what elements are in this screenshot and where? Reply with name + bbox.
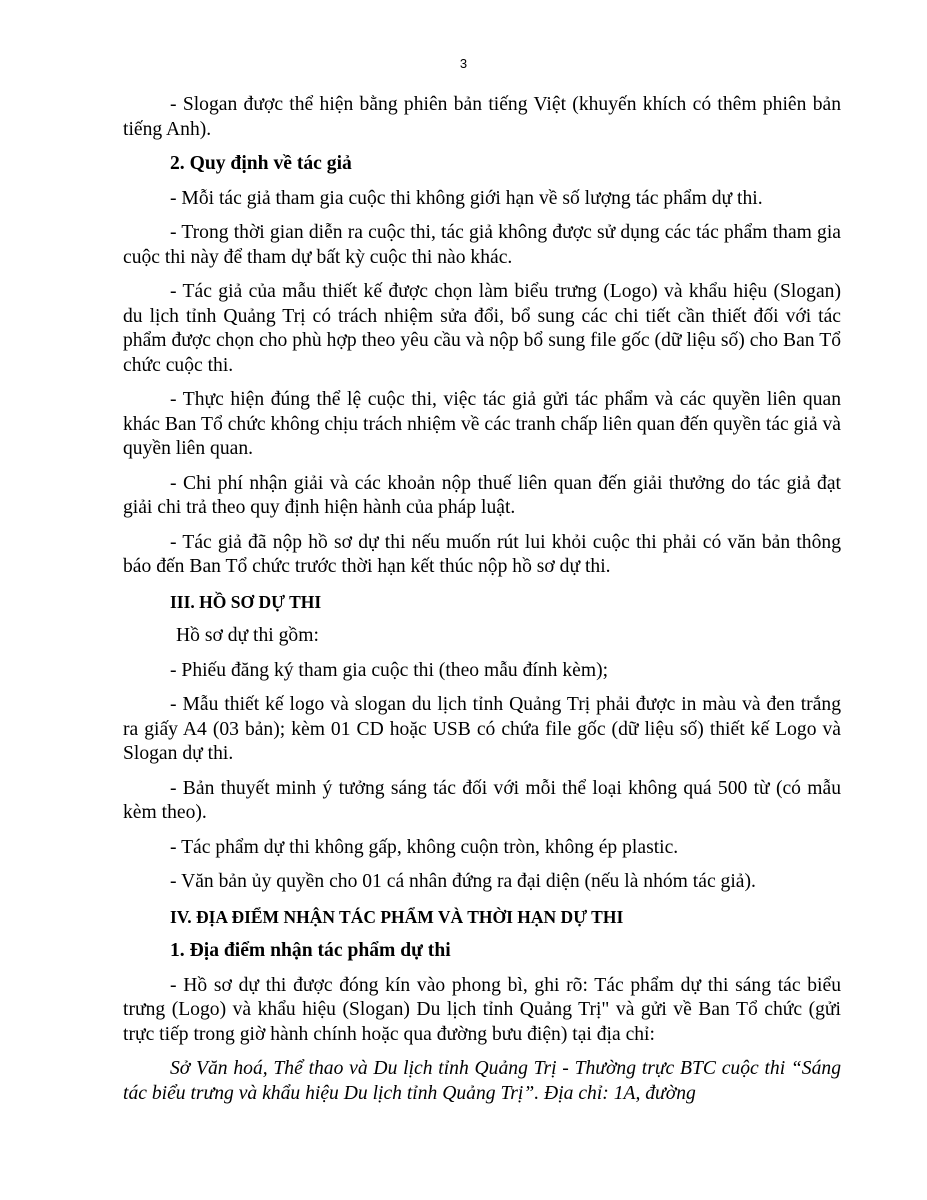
- paragraph-dossier-intro: Hồ sơ dự thi gồm:: [176, 625, 319, 646]
- paragraph-dossier-form: - Phiếu đăng ký tham gia cuộc thi (theo mẫu đính kèm);: [170, 659, 609, 681]
- paragraph-dossier-authorization: - Văn bản ủy quyền cho 01 cá nhân đứng ra đại diện (nếu là nhóm tác giả).: [170, 871, 756, 892]
- document-body: [123, 93, 841, 1116]
- paragraph-author-disputes: - Thực hiện đúng thể lệ cuộc thi, việc tác giả gửi tác phẩm và các quyền liên quan khác Ban Tổ chức không chịu trách nhiệm về các tranh chấp liên quan đến quyền tác giả và quyền liên quan.: [123, 389, 841, 459]
- paragraph-dossier-design: - Mẫu thiết kế logo và slogan du lịch tỉnh Quảng Trị phải được in màu và đen trắng ra giấy A4 (03 bản); kèm 01 CD hoặc USB có chứa file gốc (dữ liệu số) thiết kế Logo và Slogan dự thi.: [123, 694, 841, 764]
- paragraph-author-withdrawal: - Tác giả đã nộp hồ sơ dự thi nếu muốn rút lui khỏi cuộc thi phải có văn bản thông báo đến Ban Tổ chức trước thời hạn kết thúc nộp hồ sơ dự thi.: [123, 531, 841, 577]
- paragraph-author-costs: - Chi phí nhận giải và các khoản nộp thuế liên quan đến giải thưởng do tác giả đạt giải chi trả theo quy định hiện hành của pháp luật.: [123, 472, 841, 518]
- paragraph-author-exclusivity: - Trong thời gian diễn ra cuộc thi, tác giả không được sử dụng các tác phẩm tham gia cuộc thi này để tham dự bất kỳ cuộc thi nào khác.: [123, 222, 841, 268]
- page-number: 3: [459, 56, 468, 71]
- section-heading-location: 1. Địa điểm nhận tác phẩm dự thi: [170, 940, 451, 961]
- paragraph-submission-envelope: - Hồ sơ dự thi được đóng kín vào phong bì, ghi rõ: Tác phẩm dự thi sáng tác biểu trưng (Logo) và khẩu hiệu (Slogan) Du lịch tỉnh Quảng Trị" và gửi về Ban Tổ chức (gửi trực tiếp trong giờ hành chính hoặc qua đường bưu điện) tại địa chỉ:: [123, 974, 841, 1045]
- paragraph-author-unlimited: - Mỗi tác giả tham gia cuộc thi không giới hạn về số lượng tác phẩm dự thi.: [170, 187, 763, 209]
- paragraph-address: Sở Văn hoá, Thể thao và Du lịch tỉnh Quảng Trị - Thường trực BTC cuộc thi “Sáng tác biểu trưng và khẩu hiệu Du lịch tỉnh Quảng Trị”. Địa chỉ: 1A, đường: [123, 1058, 841, 1104]
- paragraph-dossier-format: - Tác phẩm dự thi không gấp, không cuộn tròn, không ép plastic.: [170, 836, 679, 858]
- paragraph-dossier-explanation: - Bản thuyết minh ý tưởng sáng tác đối với mỗi thể loại không quá 500 từ (có mẫu kèm theo).: [123, 777, 841, 823]
- paragraph-slogan-language: - Slogan được thể hiện bằng phiên bản tiếng Việt (khuyến khích có thêm phiên bản tiếng Anh).: [123, 94, 841, 140]
- section-heading-author-rules: 2. Quy định về tác giả: [170, 153, 352, 174]
- paragraph-author-revision: - Tác giả của mẫu thiết kế được chọn làm biểu trưng (Logo) và khẩu hiệu (Slogan) du lịch tỉnh Quảng Trị có trách nhiệm sửa đổi, bổ sung các chi tiết cần thiết đối với tác phẩm được chọn cho phù hợp theo yêu cầu và nộp bổ sung file gốc (dữ liệu số) cho Ban Tổ chức cuộc thi.: [123, 281, 841, 376]
- section-heading-location-deadline: IV. ĐỊA ĐIỂM NHẬN TÁC PHẨM VÀ THỜI HẠN DỰ THI: [170, 906, 624, 927]
- section-heading-dossier: III. HỒ SƠ DỰ THI: [170, 591, 322, 612]
